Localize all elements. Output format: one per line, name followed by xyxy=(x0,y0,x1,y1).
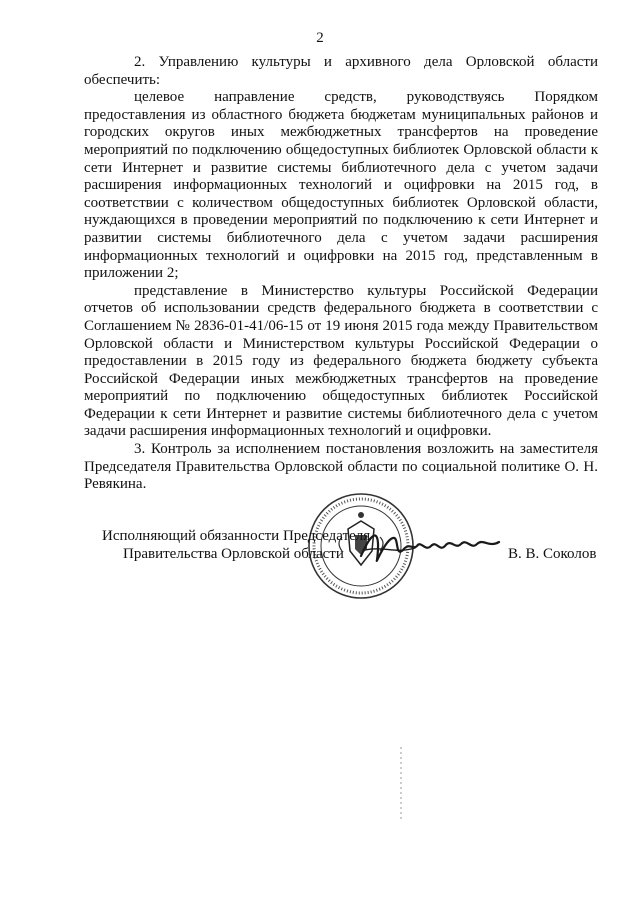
signatory-title-line2: Правительства Орловской области xyxy=(123,546,344,562)
signatory-name: В. В. Соколов xyxy=(508,546,597,562)
margin-mark-icon xyxy=(398,747,404,819)
paragraph-item-2: 2. Управлению культуры и архивного дела Орловской области обеспечить: xyxy=(84,54,598,88)
signatory-title-line1: Исполняющий обязанности Председателя xyxy=(102,528,371,544)
signature-icon xyxy=(355,520,505,570)
paragraph-budget-direction: целевое направление средств, руководствуясь Порядком предоставления из областного бюджета бюджетам муниципальных районов и городских округов иных межбюджетных трансфертов на проведение мероприятий по подключению общедоступных библиотек Орловской области к сети Интернет и развитие системы библиотечного дела с учетом задачи расширения информационных технологий и оцифровки на 2015 год, в соответствии с количеством общедоступных библиотек Орловской области, нуждающихся в проведении мероприятий по подключению к сети Интернет и развитии системы библиотечного дела с учетом задачи расширения информационных технологий и оцифровки на 2015 год, представленным в приложении 2; xyxy=(84,89,598,282)
page-number: 2 xyxy=(316,30,324,46)
paragraph-item-3: 3. Контроль за исполнением постановления возложить на заместителя Председателя Правительства Орловской области по социальной политике О. Н. Ревякина. xyxy=(84,441,598,493)
paragraph-reporting: представление в Министерство культуры Российской Федерации отчетов об использовании средств федерального бюджета в соответствии с Соглашением № 2836-01-41/06-15 от 19 июня 2015 года между Правительством Орловской области и Министерством культуры Российской Федерации о предоставлении в 2015 году из федерального бюджета бюджету субъекта Российской Федерации иных межбюджетных трансфертов на проведение мероприятий по подключению общедоступных библиотек Российской Федерации к сети Интернет и развитие системы библиотечного дела с учетом задачи расширения информационных технологий и оцифровки. xyxy=(84,282,598,440)
